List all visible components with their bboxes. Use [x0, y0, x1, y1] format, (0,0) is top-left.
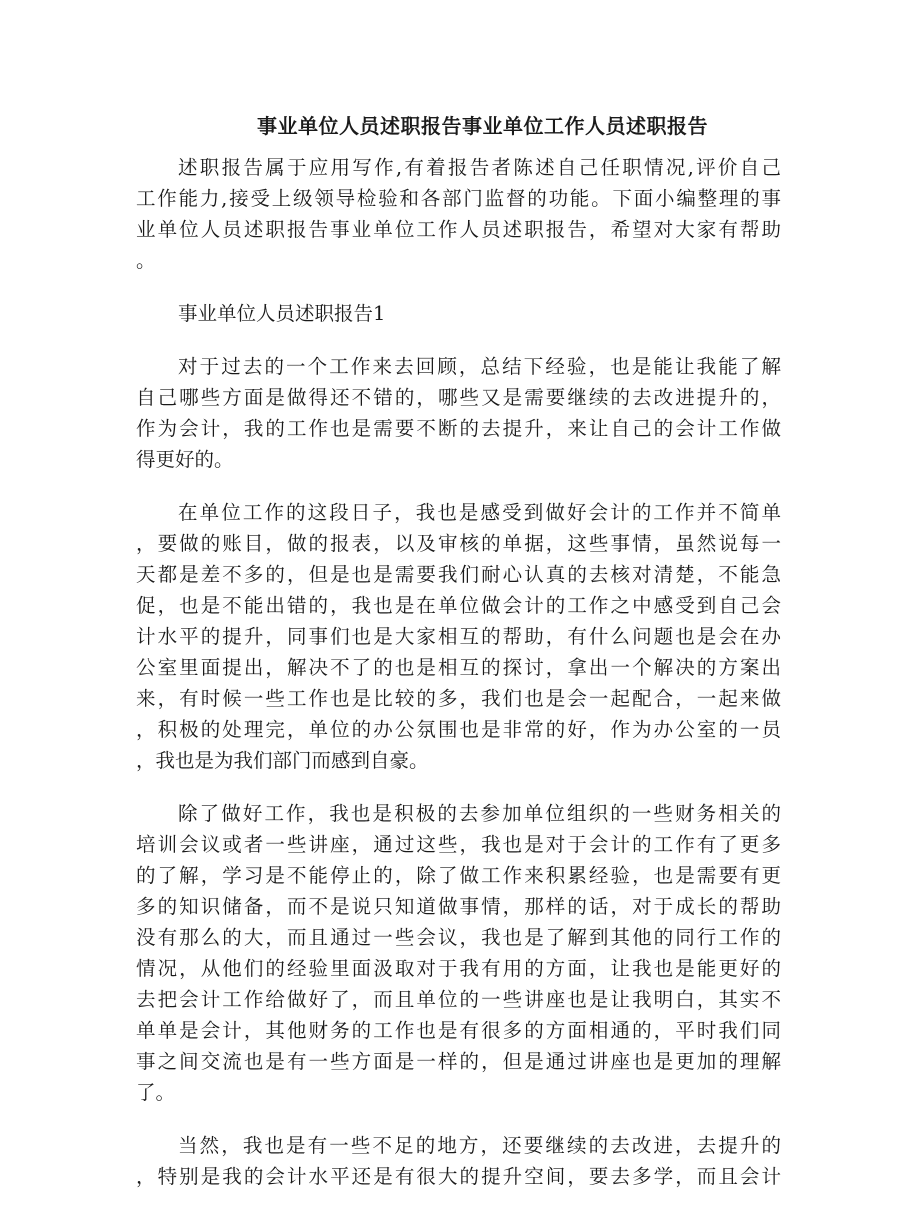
- text-line: 促，也是不能出错的，我也是在单位做会计的工作之中感受到自己会: [136, 594, 781, 617]
- text-line: 公室里面提出，解决不了的也是相互的探讨，拿出一个解决的方案出: [136, 656, 781, 679]
- text-line: 来，有时候一些工作也是比较的多，我们也是会一起配合，一起来做: [136, 687, 781, 710]
- document-title: 事业单位人员述职报告事业单位工作人员述职报告: [257, 114, 708, 138]
- text-line: 情况，从他们的经验里面汲取对于我有用的方面，让我也是能更好的: [136, 957, 781, 980]
- text-line: 当然，我也是有一些不足的地方，还要继续的去改进，去提升的: [178, 1134, 781, 1157]
- text-line: 事之间交流也是有一些方面是一样的，但是通过讲座也是更加的理解: [136, 1050, 781, 1073]
- text-line: 了。: [136, 1081, 176, 1104]
- document-body: [136, 152, 781, 1214]
- text-line: 在单位工作的这段日子，我也是感受到做好会计的工作并不简单: [178, 501, 781, 524]
- section-heading: [136, 298, 781, 329]
- text-line: 对于过去的一个工作来去回顾，总结下经验，也是能让我能了解: [178, 355, 781, 378]
- paragraph-intro: [136, 152, 781, 276]
- text-line: 述职报告属于应用写作,有着报告者陈述自己任职情况,评价自己: [178, 156, 781, 179]
- text-line: 作为会计，我的工作也是需要不断的去提升，来让自己的会计工作做: [136, 417, 781, 440]
- paragraph: [136, 351, 781, 475]
- paragraph: [136, 798, 781, 1108]
- text-line: 去把会计工作给做好了，而且单位的一些讲座也是让我明白，其实不: [136, 988, 781, 1011]
- section-heading-text: 事业单位人员述职报告1: [178, 302, 386, 325]
- text-line: 除了做好工作，我也是积极的去参加单位组织的一些财务相关的: [178, 802, 781, 825]
- text-line: 工作能力,接受上级领导检验和各部门监督的功能。下面小编整理的事: [136, 187, 781, 210]
- text-line: 单单是会计，其他财务的工作也是有很多的方面相通的，平时我们同: [136, 1019, 781, 1042]
- text-line: ，积极的处理完，单位的办公氛围也是非常的好，作为办公室的一员: [136, 718, 781, 741]
- text-line: 自己哪些方面是做得还不错的，哪些又是需要继续的去改进提升的，: [136, 386, 781, 409]
- text-line: 多的知识储备，而不是说只知道做事情，那样的话，对于成长的帮助: [136, 895, 781, 918]
- text-line: ，要做的账目，做的报表，以及审核的单据，这些事情，虽然说每一: [136, 532, 781, 555]
- text-line: 。: [136, 249, 156, 272]
- text-line: ，特别是我的会计水平还是有很大的提升空间，要去多学，而且会计: [136, 1165, 781, 1188]
- text-line: 得更好的。: [136, 448, 234, 471]
- text-line: ，我也是为我们部门而感到自豪。: [136, 749, 429, 772]
- text-line: 的了解，学习是不能停止的，除了做工作来积累经验，也是需要有更: [136, 864, 781, 887]
- paragraph: [136, 497, 781, 776]
- text-line: 业单位人员述职报告事业单位工作人员述职报告，希望对大家有帮助: [136, 218, 781, 241]
- text-line: 计水平的提升，同事们也是大家相互的帮助，有什么问题也是会在办: [136, 625, 781, 648]
- text-line: 天都是差不多的，但是也是需要我们耐心认真的去核对清楚，不能急: [136, 563, 781, 586]
- text-line: 培训会议或者一些讲座，通过这些，我也是对于会计的工作有了更多: [136, 833, 781, 856]
- text-line: 没有那么的大，而且通过一些会议，我也是了解到其他的同行工作的: [136, 926, 781, 949]
- paragraph: [136, 1130, 781, 1192]
